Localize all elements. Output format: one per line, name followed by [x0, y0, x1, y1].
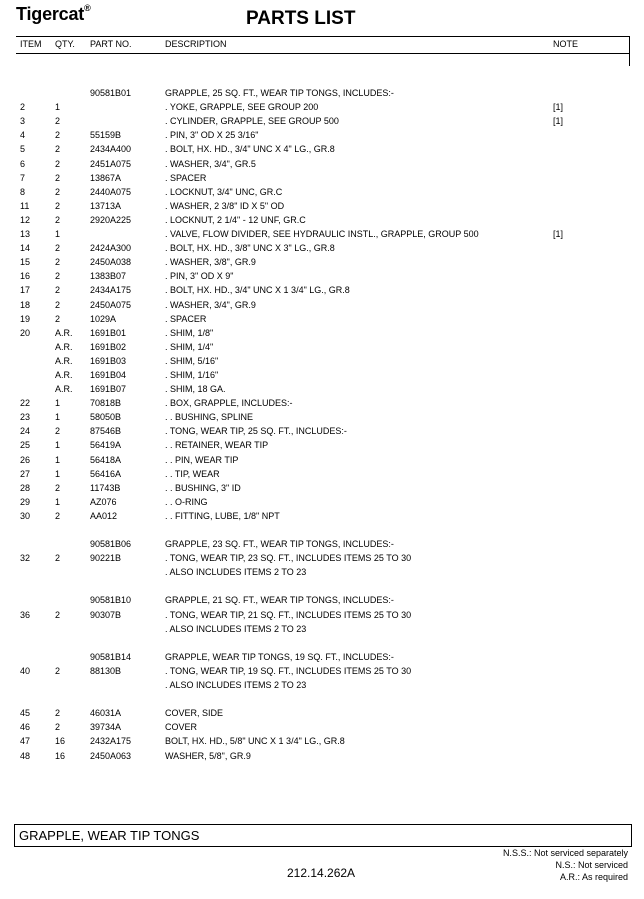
footer-title-box	[14, 824, 632, 847]
page-title: PARTS LIST	[246, 8, 356, 29]
note-cell: [1]	[553, 102, 564, 113]
description-cell: . SHIM, 1/8"	[165, 327, 214, 338]
qty-cell: 2	[55, 285, 61, 296]
table-row	[0, 227, 644, 241]
part-number-cell: 2450A063	[90, 750, 132, 761]
table-row	[0, 368, 644, 382]
table-row	[0, 706, 644, 720]
description-cell: . YOKE, GRAPPLE, SEE GROUP 200	[165, 102, 319, 113]
qty-cell: A.R.	[55, 341, 73, 352]
table-row	[0, 114, 644, 128]
item-cell: 6	[20, 158, 26, 169]
qty-cell: 2	[55, 708, 61, 719]
item-cell: 5	[20, 144, 26, 155]
table-row	[0, 199, 644, 213]
table-row	[0, 678, 644, 692]
description-cell: . PIN, 3" OD X 25 3/16"	[165, 130, 259, 141]
note-cell: [1]	[553, 116, 564, 127]
qty-cell: 1	[55, 102, 61, 113]
table-row	[0, 396, 644, 410]
part-number-cell: 90581B01	[90, 88, 132, 99]
description-cell: . . PIN, WEAR TIP	[165, 454, 239, 465]
description-cell: . . RETAINER, WEAR TIP	[165, 440, 269, 451]
item-cell: 15	[20, 257, 31, 268]
part-number-cell: 2434A400	[90, 144, 132, 155]
part-number-cell: 13713A	[90, 200, 122, 211]
col-header-note: NOTE	[553, 39, 579, 49]
part-number-cell: 2434A175	[90, 285, 132, 296]
table-row	[0, 283, 644, 297]
part-number-cell: 2440A075	[90, 186, 132, 197]
table-row	[0, 734, 644, 748]
table-row	[0, 269, 644, 283]
qty-cell: 2	[55, 271, 61, 282]
part-number-cell: 1691B07	[90, 384, 127, 395]
description-cell: . . FITTING, LUBE, 1/8" NPT	[165, 510, 280, 521]
table-row	[0, 608, 644, 622]
qty-cell: 2	[55, 609, 61, 620]
item-cell: 13	[20, 229, 31, 240]
description-cell: . BOLT, HX. HD., 3/8" UNC X 3" LG., GR.8	[165, 243, 335, 254]
table-row	[0, 213, 644, 227]
col-header-part: PART NO.	[90, 39, 132, 49]
item-cell: 17	[20, 285, 31, 296]
description-cell: . BOLT, HX. HD., 3/4" UNC X 1 3/4" LG., GR.8	[165, 285, 350, 296]
description-cell: . . TIP, WEAR	[165, 468, 220, 479]
part-number-cell: 11743B	[90, 482, 121, 493]
table-row	[0, 467, 644, 481]
description-cell: . WASHER, 2 3/8" ID X 5" OD	[165, 200, 285, 211]
item-cell: 7	[20, 172, 26, 183]
table-row	[0, 664, 644, 678]
table-row	[0, 509, 644, 523]
item-cell: 47	[20, 736, 31, 747]
part-number-cell: 58050B	[90, 412, 122, 423]
description-cell: COVER, SIDE	[165, 708, 224, 719]
description-cell: . . O-RING	[165, 496, 208, 507]
qty-cell: 2	[55, 257, 61, 268]
description-cell: GRAPPLE, 25 SQ. FT., WEAR TIP TONGS, INCLUDES:-	[165, 88, 394, 99]
table-row	[0, 185, 644, 199]
part-number-cell: 2451A075	[90, 158, 132, 169]
qty-cell: 2	[55, 144, 61, 155]
qty-cell: A.R.	[55, 369, 73, 380]
item-cell: 2	[20, 102, 26, 113]
description-cell: . BOLT, HX. HD., 3/4" UNC X 4" LG., GR.8	[165, 144, 335, 155]
legend-nss: N.S.S.: Not serviced separately	[502, 848, 628, 858]
table-row	[0, 593, 644, 607]
col-header-desc: DESCRIPTION	[165, 39, 227, 49]
item-cell: 29	[20, 496, 31, 507]
item-cell: 11	[20, 200, 30, 211]
description-cell: . SHIM, 1/16"	[165, 369, 219, 380]
qty-cell: 16	[55, 750, 66, 761]
registered-mark: ®	[84, 3, 91, 13]
qty-cell: 2	[55, 243, 61, 254]
qty-cell: 1	[55, 398, 61, 409]
description-cell: . SHIM, 1/4"	[165, 341, 214, 352]
item-cell: 20	[20, 327, 31, 338]
description-cell: . . BUSHING, SPLINE	[165, 412, 254, 423]
qty-cell: A.R.	[55, 327, 73, 338]
part-number-cell: 87546B	[90, 426, 122, 437]
description-cell: COVER	[165, 722, 198, 733]
description-cell: . TONG, WEAR TIP, 21 SQ. FT., INCLUDES ITEMS 25 TO 30	[165, 609, 412, 620]
description-cell: BOLT, HX. HD., 5/8" UNC X 1 3/4" LG., GR.8	[165, 736, 345, 747]
description-cell: . PIN, 3" OD X 9"	[165, 271, 234, 282]
item-cell: 3	[20, 116, 26, 127]
item-cell: 30	[20, 510, 31, 521]
table-row	[0, 551, 644, 565]
part-number-cell: 2920A225	[90, 214, 132, 225]
part-number-cell: 90581B14	[90, 651, 132, 662]
table-row	[0, 100, 644, 114]
qty-cell: 2	[55, 299, 61, 310]
table-header	[16, 36, 630, 54]
col-header-item: ITEM	[20, 39, 42, 49]
table-row	[0, 72, 644, 86]
item-cell: 23	[20, 412, 31, 423]
table-row	[0, 495, 644, 509]
item-cell: 19	[20, 313, 31, 324]
part-number-cell: 56418A	[90, 454, 122, 465]
part-number-cell: 13867A	[90, 172, 122, 183]
part-number-cell: 2432A175	[90, 736, 132, 747]
table-row	[0, 523, 644, 537]
part-number-cell: 39734A	[90, 722, 122, 733]
part-number-cell: 1383B07	[90, 271, 127, 282]
part-number-cell: 46031A	[90, 708, 122, 719]
qty-cell: 1	[55, 468, 61, 479]
part-number-cell: 90221B	[90, 553, 122, 564]
qty-cell: 16	[55, 736, 66, 747]
table-row	[0, 298, 644, 312]
description-cell: . TONG, WEAR TIP, 19 SQ. FT., INCLUDES ITEMS 25 TO 30	[165, 665, 412, 676]
qty-cell: 2	[55, 722, 61, 733]
description-cell: . WASHER, 3/4", GR.9	[165, 299, 256, 310]
col-header-qty: QTY.	[55, 39, 75, 49]
part-number-cell: 1691B01	[90, 327, 127, 338]
part-number-cell: 56416A	[90, 468, 122, 479]
item-cell: 32	[20, 553, 31, 564]
description-cell: WASHER, 5/8", GR.9	[165, 750, 251, 761]
qty-cell: 2	[55, 510, 61, 521]
qty-cell: 2	[55, 426, 61, 437]
table-row	[0, 340, 644, 354]
item-cell: 46	[20, 722, 31, 733]
part-number-cell: 1691B04	[90, 369, 127, 380]
document-number: 212.14.262A	[287, 866, 356, 880]
item-cell: 36	[20, 609, 31, 620]
item-cell: 27	[20, 468, 31, 479]
description-cell: . CYLINDER, GRAPPLE, SEE GROUP 500	[165, 116, 339, 127]
note-cell: [1]	[553, 229, 564, 240]
description-cell: . . BUSHING, 3" ID	[165, 482, 241, 493]
table-row	[0, 481, 644, 495]
table-row	[0, 622, 644, 636]
part-number-cell: 1691B02	[90, 341, 127, 352]
description-cell: . SHIM, 18 GA.	[165, 384, 226, 395]
table-row	[0, 650, 644, 664]
item-cell: 16	[20, 271, 31, 282]
description-cell: . SHIM, 5/16"	[165, 355, 219, 366]
qty-cell: 1	[55, 496, 61, 507]
qty-cell: 2	[55, 665, 61, 676]
description-cell: . ALSO INCLUDES ITEMS 2 TO 23	[165, 567, 307, 578]
description-cell: . TONG, WEAR TIP, 25 SQ. FT., INCLUDES:-	[165, 426, 347, 437]
qty-cell: 2	[55, 214, 61, 225]
qty-cell: A.R.	[55, 384, 73, 395]
qty-cell: 1	[55, 229, 61, 240]
header-right-rule	[629, 36, 630, 66]
part-number-cell: 90581B10	[90, 595, 132, 606]
description-cell: . SPACER	[165, 313, 207, 324]
table-row	[0, 171, 644, 185]
item-cell: 28	[20, 482, 31, 493]
part-number-cell: 2424A300	[90, 243, 132, 254]
description-cell: . SPACER	[165, 172, 207, 183]
table-row	[0, 636, 644, 650]
part-number-cell: 70818B	[90, 398, 122, 409]
description-cell: . ALSO INCLUDES ITEMS 2 TO 23	[165, 623, 307, 634]
table-row	[0, 255, 644, 269]
qty-cell: 2	[55, 200, 61, 211]
qty-cell: 1	[55, 412, 61, 423]
table-row	[0, 720, 644, 734]
item-cell: 26	[20, 454, 31, 465]
abbreviation-legend	[503, 847, 628, 883]
description-cell: . BOX, GRAPPLE, INCLUDES:-	[165, 398, 293, 409]
table-row	[0, 438, 644, 452]
qty-cell: 2	[55, 158, 61, 169]
item-cell: 48	[20, 750, 31, 761]
table-row	[0, 354, 644, 368]
item-cell: 24	[20, 426, 31, 437]
description-cell: . WASHER, 3/4", GR.5	[165, 158, 256, 169]
table-row	[0, 565, 644, 579]
table-row	[0, 86, 644, 100]
qty-cell: 1	[55, 454, 61, 465]
item-cell: 25	[20, 440, 31, 451]
item-cell: 18	[20, 299, 31, 310]
description-cell: . LOCKNUT, 2 1/4" - 12 UNF, GR.C	[165, 214, 306, 225]
table-row	[0, 241, 644, 255]
table-row	[0, 128, 644, 142]
brand-logo	[16, 4, 91, 25]
part-number-cell: 90307B	[90, 609, 122, 620]
legend-ar: A.R.: As required	[559, 872, 628, 882]
item-cell: 4	[20, 130, 26, 141]
description-cell: GRAPPLE, WEAR TIP TONGS, 19 SQ. FT., INCLUDES:-	[165, 651, 394, 662]
qty-cell: 2	[55, 553, 61, 564]
table-row	[0, 453, 644, 467]
qty-cell: 2	[55, 130, 61, 141]
part-number-cell: 1029A	[90, 313, 117, 324]
section-title: GRAPPLE, WEAR TIP TONGS	[19, 828, 200, 843]
part-number-cell: 56419A	[90, 440, 122, 451]
table-row	[0, 312, 644, 326]
item-cell: 12	[20, 214, 31, 225]
table-row	[0, 157, 644, 171]
item-cell: 40	[20, 665, 31, 676]
legend-ns: N.S.: Not serviced	[555, 860, 628, 870]
description-cell: . VALVE, FLOW DIVIDER, SEE HYDRAULIC INSTL., GRAPPLE, GROUP 500	[165, 229, 479, 240]
qty-cell: 2	[55, 172, 61, 183]
table-row	[0, 142, 644, 156]
qty-cell: 2	[55, 186, 61, 197]
table-row	[0, 326, 644, 340]
table-row	[0, 424, 644, 438]
part-number-cell: 55159B	[90, 130, 122, 141]
part-number-cell: 88130B	[90, 665, 122, 676]
description-cell: . LOCKNUT, 3/4" UNC, GR.C	[165, 186, 283, 197]
item-cell: 22	[20, 398, 31, 409]
part-number-cell: 2450A038	[90, 257, 132, 268]
table-row	[0, 382, 644, 396]
description-cell: . TONG, WEAR TIP, 23 SQ. FT., INCLUDES ITEMS 25 TO 30	[165, 553, 412, 564]
qty-cell: 2	[55, 116, 61, 127]
description-cell: . ALSO INCLUDES ITEMS 2 TO 23	[165, 680, 307, 691]
description-cell: GRAPPLE, 23 SQ. FT., WEAR TIP TONGS, INCLUDES:-	[165, 539, 394, 550]
table-row	[0, 749, 644, 763]
table-row	[0, 410, 644, 424]
qty-cell: 2	[55, 313, 61, 324]
description-cell: . WASHER, 3/8", GR.9	[165, 257, 256, 268]
qty-cell: 2	[55, 482, 61, 493]
part-number-cell: AA012	[90, 510, 118, 521]
part-number-cell: 90581B06	[90, 539, 132, 550]
table-row	[0, 537, 644, 551]
part-number-cell: 2450A075	[90, 299, 132, 310]
part-number-cell: AZ076	[90, 496, 117, 507]
qty-cell: 1	[55, 440, 61, 451]
brand-name: Tigercat	[16, 4, 85, 24]
table-row	[0, 579, 644, 593]
qty-cell: A.R.	[55, 355, 73, 366]
table-row	[0, 692, 644, 706]
item-cell: 14	[20, 243, 31, 254]
parts-table-body	[0, 72, 644, 763]
part-number-cell: 1691B03	[90, 355, 127, 366]
item-cell: 8	[20, 186, 26, 197]
description-cell: GRAPPLE, 21 SQ. FT., WEAR TIP TONGS, INCLUDES:-	[165, 595, 394, 606]
item-cell: 45	[20, 708, 31, 719]
